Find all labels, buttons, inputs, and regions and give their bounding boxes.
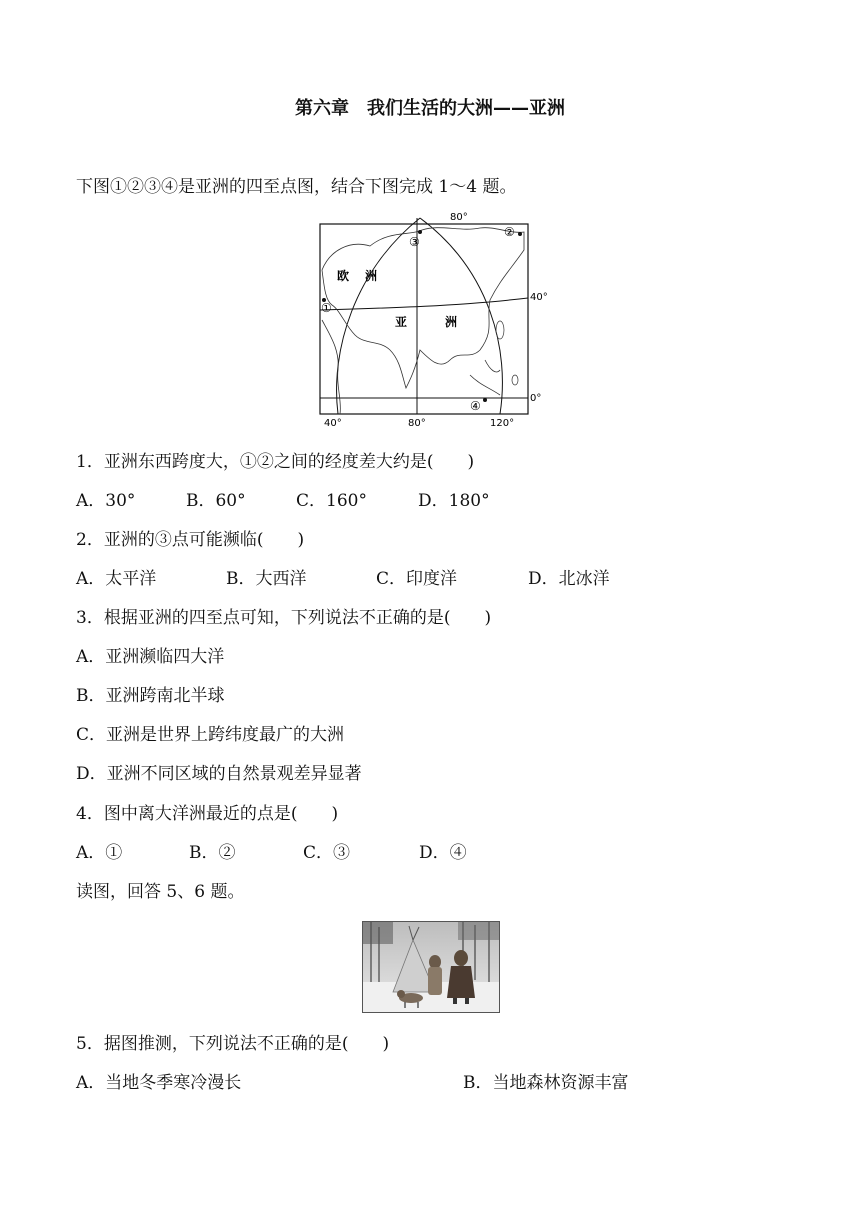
europe-label-2: 洲 [365,269,378,283]
q4-stem: 4．图中离大洋洲最近的点是( ) [76,804,339,824]
intro2-text: 读图，回答 5、6 题。 [76,882,245,902]
europe-label-1: 欧 [337,269,350,283]
point-4-label: ④ [470,399,481,413]
lon-40-label: 40° [324,418,342,429]
q3-option-a: A．亚洲濒临四大洋 [76,647,225,667]
q4-option-b: B．② [189,843,236,863]
q4-option-a: A．① [76,843,123,863]
q5-option-b: B．当地森林资源丰富 [463,1073,629,1093]
asia-label-2: 洲 [445,315,458,329]
q3-stem: 3．根据亚洲的四至点可知，下列说法不正确的是( ) [76,608,492,628]
q2-stem: 2．亚洲的③点可能濒临( ) [76,530,305,550]
intro-text: 下图①②③④是亚洲的四至点图，结合下图完成 1～4 题。 [76,177,517,197]
q1-option-a: A．30° [76,491,136,511]
point-2-label: ② [504,225,515,239]
q2-option-a: A．太平洋 [76,569,157,589]
snow-scene-photo [362,921,500,1013]
lon-80-top-label: 80° [450,212,468,223]
q1-option-d: D．180° [418,491,490,511]
q1-option-b: B．60° [186,491,246,511]
lat-0-label: 0° [530,393,542,404]
q4-option-d: D．④ [419,843,467,863]
q2-option-c: C．印度洋 [376,569,458,589]
q2-option-d: D．北冰洋 [528,569,610,589]
lon-80-bottom-label: 80° [408,418,426,429]
q2-option-b: B．大西洋 [226,569,307,589]
q5-stem: 5．据图推测，下列说法不正确的是( ) [76,1034,390,1054]
q3-option-d: D．亚洲不同区域的自然景观差异显著 [76,764,362,784]
q3-option-c: C．亚洲是世界上跨纬度最广的大洲 [76,725,345,745]
q1-option-c: C．160° [296,491,367,511]
asia-label-1: 亚 [395,315,408,329]
lon-120-label: 120° [490,418,515,429]
q4-option-c: C．③ [303,843,351,863]
q1-stem: 1．亚洲东西跨度大，①②之间的经度差大约是( ) [76,452,475,472]
point-1-label: ① [321,301,332,315]
lat-40-label: 40° [530,292,548,303]
asia-extreme-points-map [310,210,560,430]
page-title: 第六章 我们生活的大洲——亚洲 [295,98,565,119]
q3-option-b: B．亚洲跨南北半球 [76,686,225,706]
point-3-label: ③ [409,235,420,249]
q5-option-a: A．当地冬季寒冷漫长 [76,1073,242,1093]
